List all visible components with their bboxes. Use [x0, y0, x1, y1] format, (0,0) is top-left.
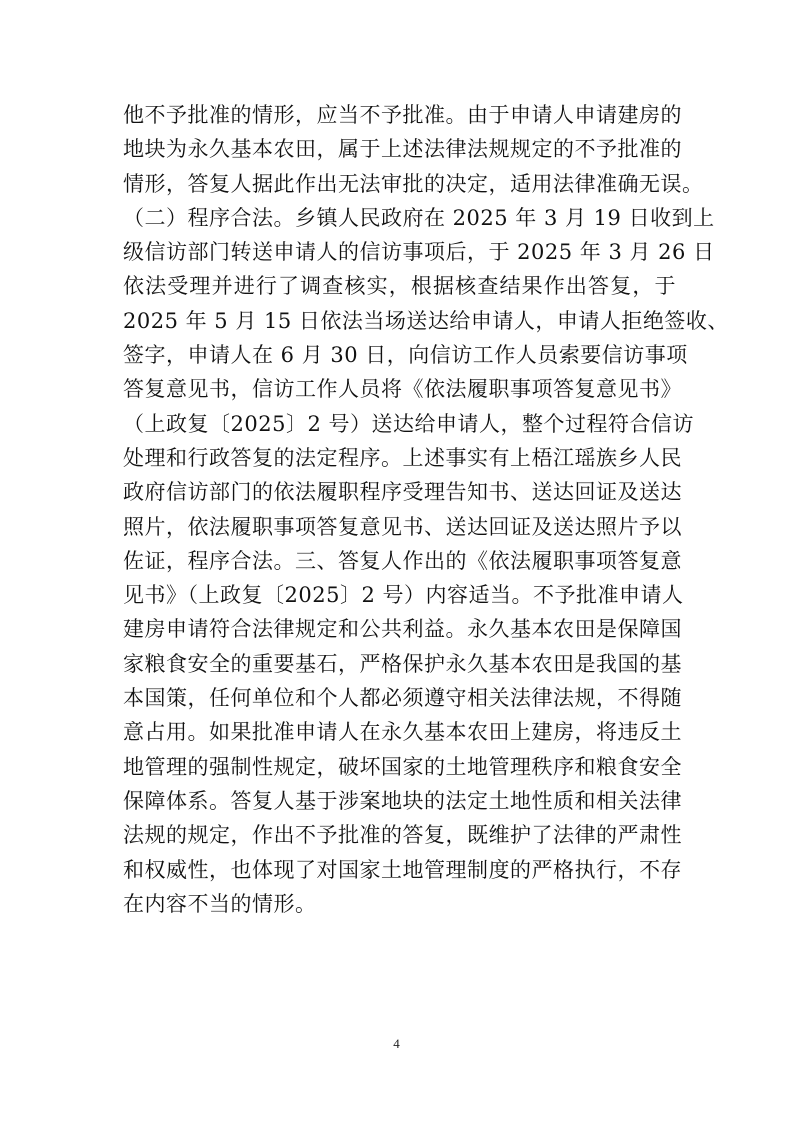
- text-line: 地块为永久基本农田，属于上述法律法规规定的不予批准的: [123, 137, 682, 162]
- text-line: 处理和行政答复的法定程序。上述事实有上梧江瑶族乡人民: [123, 445, 682, 470]
- text-line: 照片，依法履职事项答复意见书、送达回证及送达照片予以: [123, 514, 682, 539]
- text-line: 意占用。如果批准申请人在永久基本农田上建房，将违反土: [123, 720, 682, 745]
- page-number: 4: [393, 1036, 400, 1051]
- text-line: 见书》（上政复〔2025〕2 号）内容适当。不予批准申请人: [123, 583, 684, 608]
- text-line: （二）程序合法。乡镇人民政府在 2025 年 3 月 19 日收到上: [123, 205, 715, 230]
- text-line: 和权威性，也体现了对国家土地管理制度的严格执行，不存: [123, 857, 682, 882]
- text-line: 答复意见书，信访工作人员将《依法履职事项答复意见书》: [123, 377, 682, 402]
- text-line: 情形，答复人据此作出无法审批的决定，适用法律准确无误。: [123, 171, 704, 196]
- text-line: （上政复〔2025〕2 号）送达给申请人，整个过程符合信访: [123, 411, 694, 436]
- text-line: 签字，申请人在 6 月 30 日，向信访工作人员索要信访事项: [123, 343, 688, 368]
- text-line: 他不予批准的情形，应当不予批准。由于申请人申请建房的: [123, 103, 682, 127]
- text-line: 本国策，任何单位和个人都必须遵守相关法律法规，不得随: [123, 686, 682, 711]
- text-line: 级信访部门转送申请人的信访事项后，于 2025 年 3 月 26 日: [123, 240, 715, 265]
- text-line: 法规的规定，作出不予批准的答复，既维护了法律的严肃性: [123, 823, 682, 848]
- text-line: 保障体系。答复人基于涉案地块的法定土地性质和相关法律: [123, 788, 682, 813]
- text-line: 建房申请符合法律规定和公共利益。永久基本农田是保障国: [123, 617, 682, 642]
- text-line: 佐证，程序合法。三、答复人作出的《依法履职事项答复意: [123, 548, 682, 573]
- body-text: [123, 98, 729, 921]
- text-line: 家粮食安全的重要基石，严格保护永久基本农田是我国的基: [123, 651, 682, 676]
- text-line: 政府信访部门的依法履职程序受理告知书、送达回证及送达: [123, 480, 682, 505]
- text-line: 依法受理并进行了调查核实，根据核查结果作出答复，于: [123, 274, 676, 299]
- text-line: 地管理的强制性规定，破坏国家的土地管理秩序和粮食安全: [123, 754, 682, 779]
- text-line: 2025 年 5 月 15 日依法当场送达给申请人，申请人拒绝签收、: [123, 308, 729, 333]
- text-line: 在内容不当的情形。: [123, 891, 317, 916]
